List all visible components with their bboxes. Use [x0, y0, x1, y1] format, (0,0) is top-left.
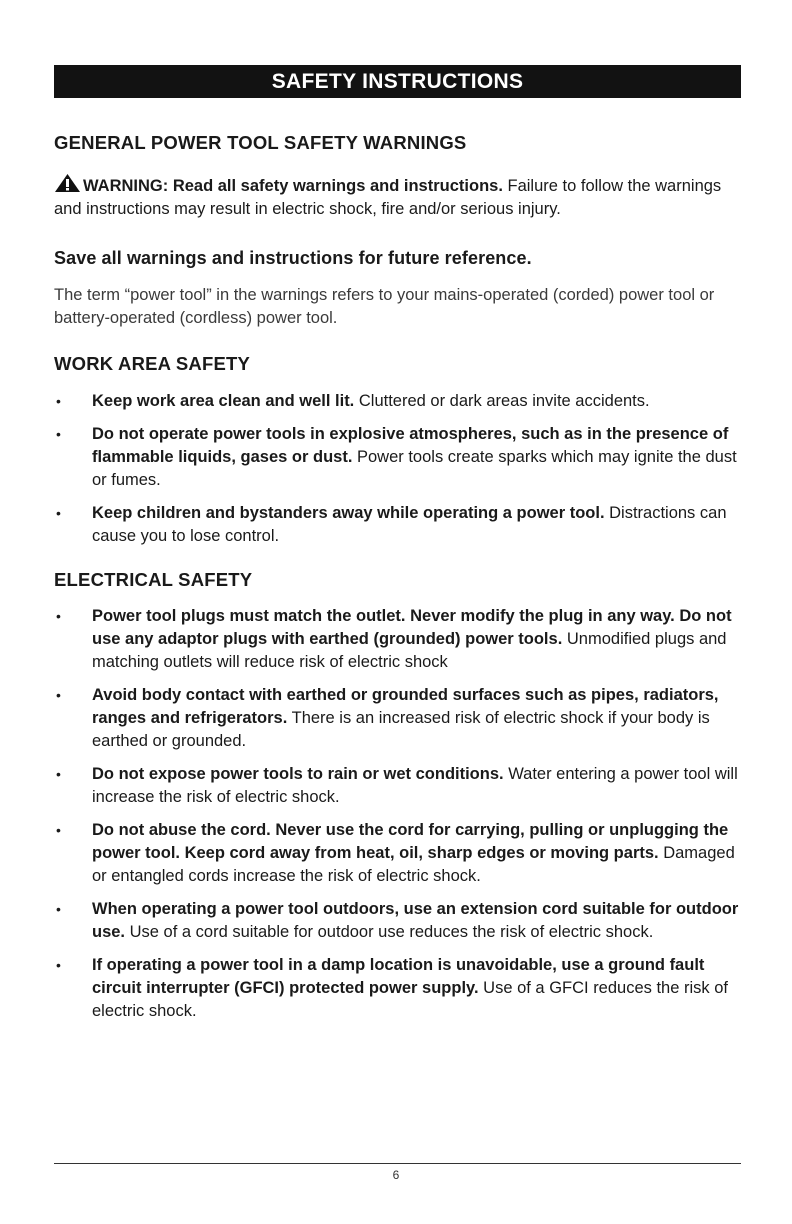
- list-item: [54, 390, 744, 413]
- footer-divider: [54, 1163, 741, 1164]
- work-area-heading: WORK AREA SAFETY: [54, 353, 251, 374]
- warning-text: Failure to follow the warnings and instructions may result in electric shock, fire and/or serious injury.: [54, 177, 722, 218]
- item-text: Distractions can cause you to lose control.: [92, 504, 727, 545]
- bullet: •: [56, 608, 61, 624]
- bullet: •: [56, 505, 61, 521]
- list-item: [54, 954, 744, 1023]
- general-safety-heading: GENERAL POWER TOOL SAFETY WARNINGS: [54, 132, 467, 153]
- electrical-safety-heading: ELECTRICAL SAFETY: [54, 569, 253, 590]
- item-bold: Power tool plugs must match the outlet. Never modify the plug in any way. Do not use any adaptor plugs with earthed (grounded) power tools.: [92, 607, 732, 648]
- item-bold: Keep children and bystanders away while operating a power tool.: [92, 504, 605, 522]
- electrical-safety-list: [54, 605, 744, 1033]
- item-text: Damaged or entangled cords increase the risk of electric shock.: [92, 844, 735, 885]
- warning-triangle-icon: [54, 173, 81, 193]
- item-text: Unmodified plugs and matching outlets will reduce risk of electric shock: [92, 630, 727, 671]
- section-banner: SAFETY INSTRUCTIONS: [54, 65, 741, 98]
- item-bold: If operating a power tool in a damp location is unavoidable, use a ground fault circuit interrupter (GFCI) protected power supply.: [92, 956, 705, 997]
- item-bold: Avoid body contact with earthed or grounded surfaces such as pipes, radiators, ranges and refrigerators.: [92, 686, 719, 727]
- page-number: 6: [392, 1168, 400, 1182]
- item-text: There is an increased risk of electric shock if your body is earthed or grounded.: [92, 709, 710, 750]
- item-text: Cluttered or dark areas invite accidents.: [354, 392, 650, 410]
- bullet: •: [56, 901, 61, 917]
- item-bold: When operating a power tool outdoors, use an extension cord suitable for outdoor use.: [92, 900, 739, 941]
- item-text: Use of a cord suitable for outdoor use reduces the risk of electric shock.: [125, 923, 654, 941]
- item-text: Use of a GFCI reduces the risk of electric shock.: [92, 979, 729, 1020]
- list-item: [54, 763, 744, 809]
- item-bold: Do not abuse the cord. Never use the cord for carrying, pulling or unplugging the power tool. Keep cord away from heat, oil, sharp edges or moving parts.: [92, 821, 729, 862]
- save-instructions-heading: Save all warnings and instructions for future reference.: [54, 248, 532, 268]
- bullet: •: [56, 957, 61, 973]
- bullet: •: [56, 687, 61, 703]
- item-bold: Do not operate power tools in explosive atmospheres, such as in the presence of flammable liquids, gases or dust.: [92, 425, 729, 466]
- list-item: [54, 423, 744, 492]
- warning-paragraph: [54, 173, 744, 221]
- item-text: Water entering a power tool will increase the risk of electric shock.: [92, 765, 738, 806]
- list-item: [54, 684, 744, 753]
- list-item: [54, 502, 744, 548]
- list-item: [54, 605, 744, 674]
- work-area-list: [54, 390, 744, 558]
- power-tool-term-paragraph: The term “power tool” in the warnings refers to your mains-operated (corded) power tool or battery-operated (cordless) power tool.: [54, 286, 715, 327]
- bullet: •: [56, 393, 61, 409]
- bullet: •: [56, 766, 61, 782]
- bullet: •: [56, 822, 61, 838]
- item-bold: Keep work area clean and well lit.: [92, 392, 355, 410]
- item-bold: Do not expose power tools to rain or wet conditions.: [92, 765, 504, 783]
- bullet: •: [56, 426, 61, 442]
- list-item: [54, 898, 744, 944]
- item-text: Power tools create sparks which may ignite the dust or fumes.: [92, 448, 737, 489]
- warning-bold-text: WARNING: Read all safety warnings and instructions.: [83, 177, 503, 195]
- list-item: [54, 819, 744, 888]
